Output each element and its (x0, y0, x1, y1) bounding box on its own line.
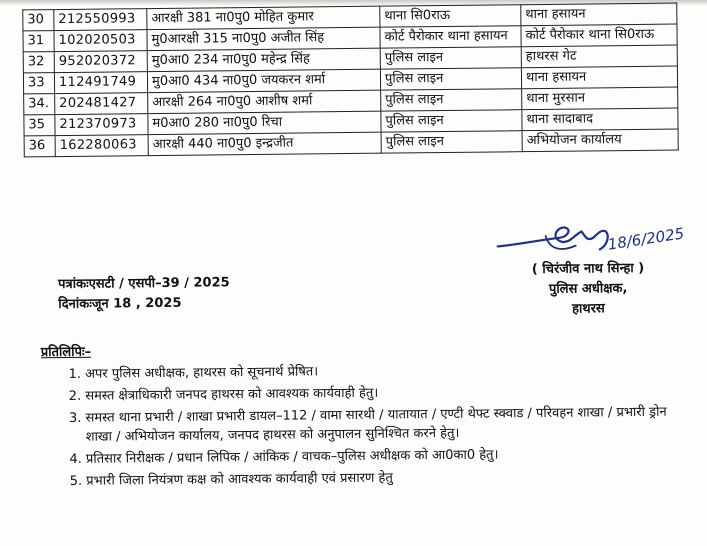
transfer-table (22, 3, 679, 158)
from-location-cell: पुलिस लाइन (380, 47, 521, 69)
letter-reference (58, 273, 230, 315)
from-location-cell: पुलिस लाइन (381, 131, 522, 153)
copy-list (41, 359, 682, 492)
pno-cell: 102020503 (54, 30, 147, 52)
copy-item: 2. समस्त क्षेत्राधिकारी जनपद हाथरस को आवश्यक कार्यवाही हेतु। (85, 381, 681, 406)
to-location-cell: हाथरस गेट (521, 45, 677, 68)
employee-name-cell: आरक्षी 381 ना0पु0 मोहित कुमार (147, 6, 380, 29)
employee-name-cell: आरक्षी 264 ना0पु0 आशीष शर्मा (148, 90, 381, 113)
officer-name: ( चिरंजीव नाथ सिन्हा ) (531, 260, 645, 278)
copy-item: 5. प्रभारी जिला नियंत्रण कक्ष को आवश्यक कार्यवाही एवं प्रसारण हेतु (86, 466, 682, 491)
transfer-table-body (23, 3, 679, 157)
serial-number-cell: 34. (24, 94, 55, 115)
letter-number: पत्रांकःएसटी / एसपी–39 / 2025 (58, 275, 230, 293)
to-location-cell: थाना मुरसान (522, 87, 678, 110)
serial-number-cell: 31 (23, 31, 54, 52)
from-location-cell: पुलिस लाइन (380, 68, 521, 90)
to-location-cell: थाना सादाबाद (522, 108, 678, 131)
copy-item: 1. अपर पुलिस अधीक्षक, हाथरस को सूचनार्थ प्रेषित। (85, 359, 681, 384)
employee-name-cell: मु0आरक्षी 315 ना0पु0 अजीत सिंह (147, 27, 380, 50)
copy-to-section (41, 337, 683, 495)
signing-officer (498, 259, 679, 321)
copy-heading: प्रतिलिपिः– (40, 344, 92, 361)
from-location-cell: थाना सि0राऊ (380, 5, 521, 27)
pno-cell: 952020372 (54, 51, 147, 73)
from-location-cell: पुलिस लाइन (381, 110, 522, 132)
employee-name-cell: आरक्षी 440 ना0पु0 इन्द्रजीत (148, 132, 381, 155)
serial-number-cell: 30 (23, 10, 54, 31)
serial-number-cell: 35 (24, 115, 55, 136)
employee-name-cell: मु0आ0 434 ना0पु0 जयकरन शर्मा (147, 69, 380, 92)
to-location-cell: थाना हसायन (521, 3, 677, 26)
from-location-cell: कोर्ट पैरोकार थाना हसायन (380, 26, 521, 48)
serial-number-cell: 32 (23, 52, 54, 73)
serial-number-cell: 36 (24, 136, 55, 157)
pno-cell: 112491749 (54, 72, 147, 94)
officer-district: हाथरस (572, 301, 605, 317)
officer-designation: पुलिस अधीक्षक, (548, 281, 628, 297)
from-location-cell: पुलिस लाइन (381, 89, 522, 111)
pno-cell: 162280063 (55, 135, 148, 157)
pno-cell: 212550993 (54, 9, 147, 31)
copy-item: 3. समस्त थाना प्रभारी / शाखा प्रभारी डायल–112 / वामा सारथी / यातायात / एण्टी थेफ्ट स्क्वाड / परिवहन शाखा / प्रभारी ड्रोन शाखा / अभियोजन कार्यालय, जनपद हाथरस को अनुपालन सुनिश्चित करने हेतु। (85, 403, 681, 447)
pno-cell: 202481427 (55, 93, 148, 115)
employee-name-cell: मु0आ0 234 ना0पु0 महेन्द्र सिंह (147, 48, 380, 71)
employee-name-cell: म0आ0 280 ना0पु0 रिचा (148, 111, 381, 134)
pno-cell: 212370973 (55, 114, 148, 136)
copy-item: 4. प्रतिसार निरीक्षक / प्रधान लिपिक / आंकिक / वाचक–पुलिस अधीक्षक को आ0का0 हेतु। (86, 444, 682, 469)
to-location-cell: कोर्ट पैरोकार थाना सि0राऊ (521, 24, 677, 47)
letter-date: दिनांकःजून 18 , 2025 (58, 295, 182, 313)
to-location-cell: अभियोजन कार्यालय (522, 129, 678, 152)
serial-number-cell: 33 (23, 73, 54, 94)
signature-date: 18/6/2025 (606, 224, 686, 254)
to-location-cell: थाना हसायन (521, 66, 677, 89)
